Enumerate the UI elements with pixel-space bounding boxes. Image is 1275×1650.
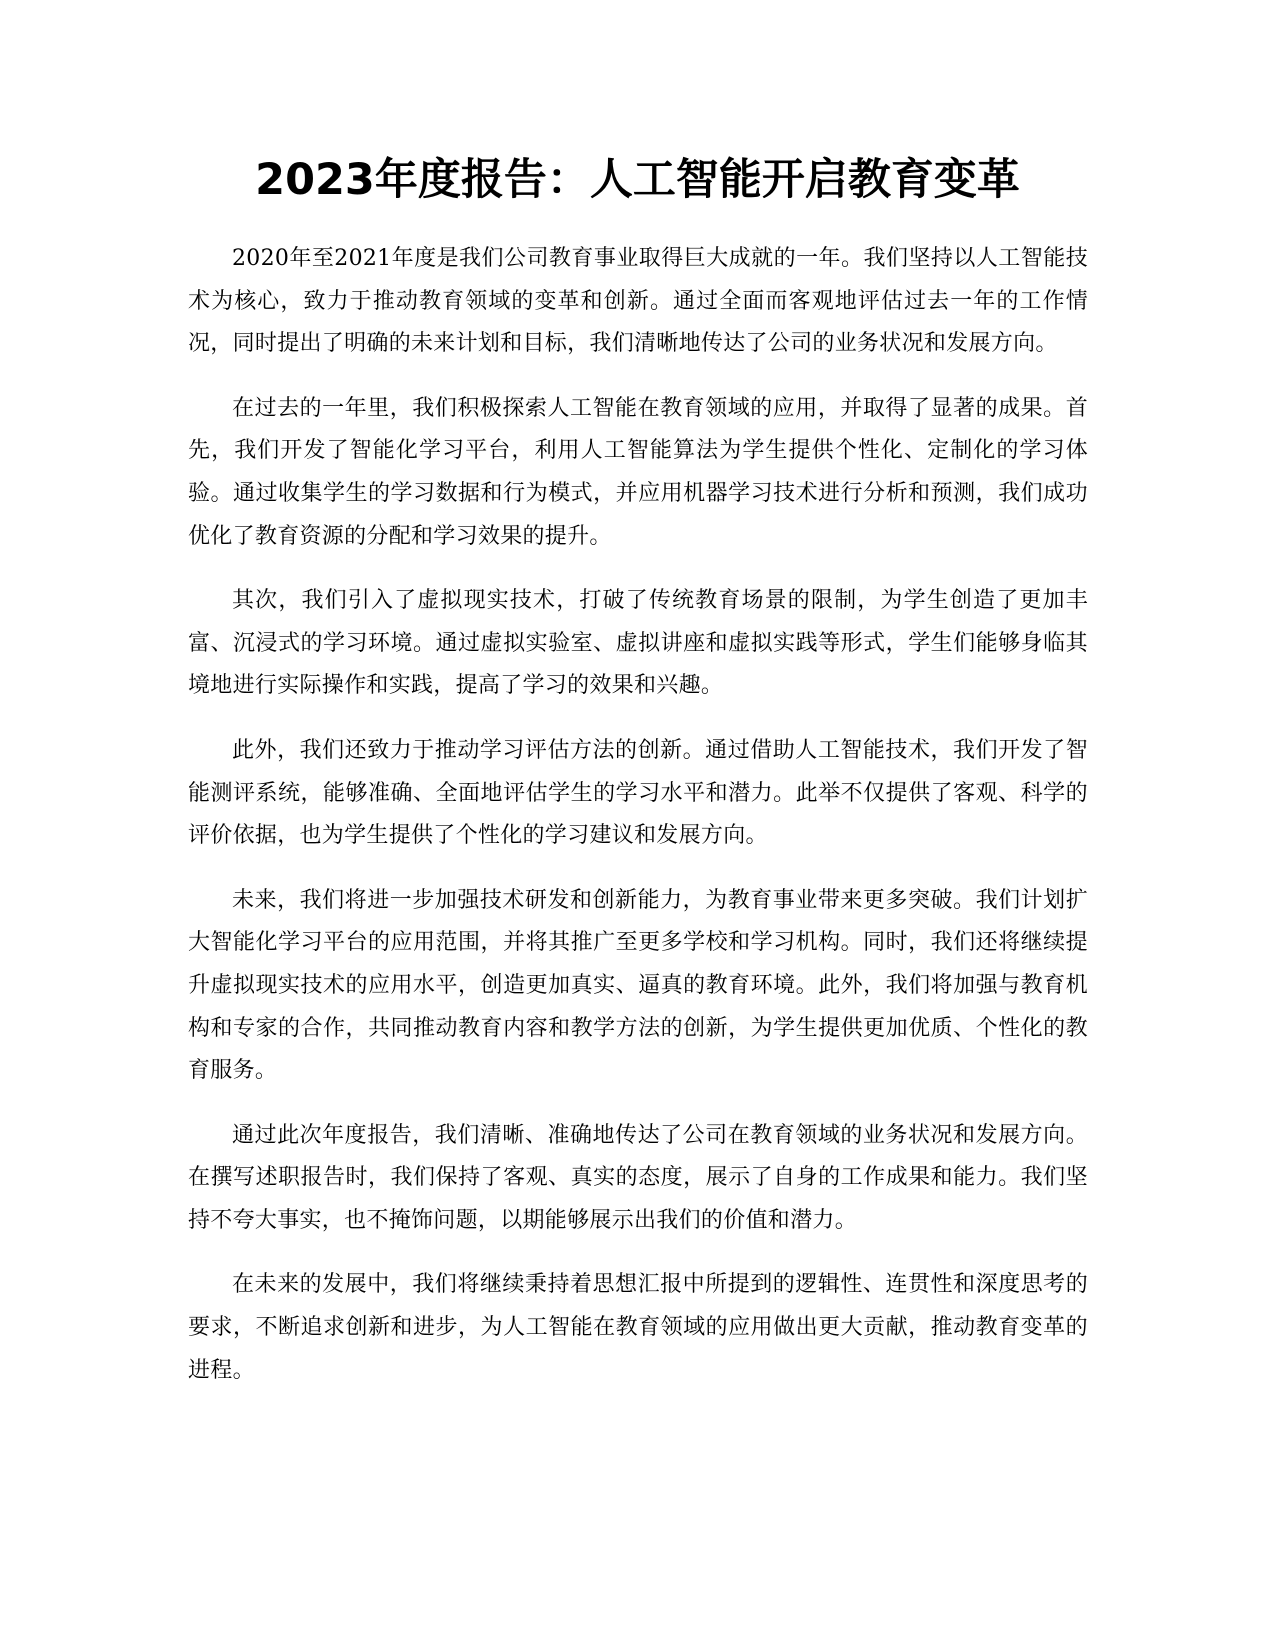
paragraph-6: 通过此次年度报告，我们清晰、准确地传达了公司在教育领域的业务状况和发展方向。在撰写述职报告时，我们保持了客观、真实的态度，展示了自身的工作成果和能力。我们坚持不夸大事实，也不掩饰问题，以期能够展示出我们的价值和潜力。	[188, 1122, 1088, 1233]
paragraph-1: 2020年至2021年度是我们公司教育事业取得巨大成就的一年。我们坚持以人工智能技术为核心，致力于推动教育领域的变革和创新。通过全面而客观地评估过去一年的工作情况，同时提出了明确的未来计划和目标，我们清晰地传达了公司的业务状况和发展方向。	[188, 246, 1088, 357]
document-body	[188, 238, 1088, 1414]
paragraph-7: 在未来的发展中，我们将继续秉持着思想汇报中所提到的逻辑性、连贯性和深度思考的要求，不断追求创新和进步，为人工智能在教育领域的应用做出更大贡献，推动教育变革的进程。	[188, 1272, 1088, 1383]
paragraph-3: 其次，我们引入了虚拟现实技术，打破了传统教育场景的限制，为学生创造了更加丰富、沉浸式的学习环境。通过虚拟实验室、虚拟讲座和虚拟实践等形式，学生们能够身临其境地进行实际操作和实践，提高了学习的效果和兴趣。	[188, 588, 1088, 699]
paragraph-5: 未来，我们将进一步加强技术研发和创新能力，为教育事业带来更多突破。我们计划扩大智能化学习平台的应用范围，并将其推广至更多学校和学习机构。同时，我们还将继续提升虚拟现实技术的应用水平，创造更加真实、逼真的教育环境。此外，我们将加强与教育机构和专家的合作，共同推动教育内容和教学方法的创新，为学生提供更加优质、个性化的教育服务。	[188, 887, 1088, 1084]
document-title: 2023年度报告：人工智能开启教育变革	[255, 155, 1020, 205]
paragraph-2: 在过去的一年里，我们积极探索人工智能在教育领域的应用，并取得了显著的成果。首先，我们开发了智能化学习平台，利用人工智能算法为学生提供个性化、定制化的学习体验。通过收集学生的学习数据和行为模式，并应用机器学习技术进行分析和预测，我们成功优化了教育资源的分配和学习效果的提升。	[188, 395, 1088, 549]
paragraph-4: 此外，我们还致力于推动学习评估方法的创新。通过借助人工智能技术，我们开发了智能测评系统，能够准确、全面地评估学生的学习水平和潜力。此举不仅提供了客观、科学的评价依据，也为学生提供了个性化的学习建议和发展方向。	[188, 737, 1088, 849]
